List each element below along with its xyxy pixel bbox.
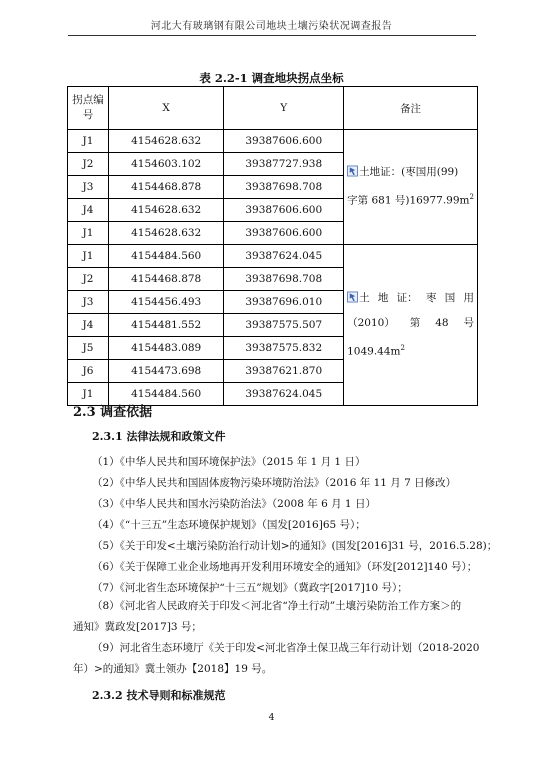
cell-y: 39387575.507 xyxy=(224,314,344,337)
cell-y: 39387624.045 xyxy=(224,245,344,268)
note-group2-seg: 48 xyxy=(435,316,449,329)
cell-x: 4154468.878 xyxy=(108,268,223,291)
note-group1-sup: 2 xyxy=(469,193,474,202)
cell-point-id: J1 xyxy=(68,245,109,268)
note-group1-line2 xyxy=(347,185,474,214)
note-group2-seg-text: 土 xyxy=(359,291,370,304)
list-item xyxy=(73,596,482,638)
table-row xyxy=(68,245,478,268)
cell-note-group2 xyxy=(344,245,478,406)
list-item: （5）《关于印发<土壤污染防治行动计划>的通知》(国发[2016]31 号，2016.5.28)； xyxy=(92,540,498,552)
cell-point-id: J1 xyxy=(68,222,109,245)
note-group2-line1 xyxy=(347,286,474,311)
cell-y: 39387727.938 xyxy=(224,153,344,176)
cell-point-id: J5 xyxy=(68,337,109,360)
list-item: （7）《河北省生态环境保护“十三五”规划》（冀政字[2017]10 号）； xyxy=(92,582,408,594)
list-item-line2: 通知》冀政发[2017]3 号； xyxy=(73,621,202,633)
section-heading: 2.3 调查依据 xyxy=(73,405,153,420)
note-group1-text2: 字第 681 号)16977.99m xyxy=(347,194,470,207)
note-group2-seg: （2010） xyxy=(347,316,395,329)
cell-y: 39387606.600 xyxy=(224,130,344,153)
table-row xyxy=(68,130,478,153)
list-item: （3）《中华人民共和国水污染防治法》（2008 年 6 月 1 日） xyxy=(92,498,376,510)
cell-point-id: J2 xyxy=(68,153,109,176)
page-header: 河北大有玻璃钢有限公司地块土壤污染状况调查报告 xyxy=(150,21,393,32)
cell-y: 39387698.708 xyxy=(224,176,344,199)
subsection-heading-standards: 2.3.2 技术导则和标准规范 xyxy=(92,689,226,702)
note-group2-seg: 第 xyxy=(409,316,421,329)
page-number: 4 xyxy=(268,712,275,723)
list-item xyxy=(73,638,482,680)
note-group2-seg: 号 xyxy=(463,316,474,329)
list-item: （2）《中华人民共和国固体废物污染环境防治法》（2016 年 11 月 7 日修改） xyxy=(92,477,457,489)
cell-point-id: J2 xyxy=(68,268,109,291)
header-point-line1: 拐点编 xyxy=(72,94,104,106)
cell-x: 4154484.560 xyxy=(108,383,223,406)
header-divider xyxy=(68,35,476,36)
cell-point-id: J1 xyxy=(68,130,109,153)
note-group2-seg: 国 xyxy=(444,291,456,304)
header-cell-x: X xyxy=(108,87,223,130)
cell-point-id: J4 xyxy=(68,314,109,337)
header-cell-point xyxy=(68,87,109,130)
cell-point-id: J4 xyxy=(68,199,109,222)
header-cell-note: 备注 xyxy=(344,87,478,130)
note-group2-line3 xyxy=(347,336,474,365)
note-group2-sup: 2 xyxy=(400,343,405,352)
cell-x: 4154468.878 xyxy=(108,176,223,199)
cell-point-id: J6 xyxy=(68,360,109,383)
list-item: （1）《中华人民共和国环境保护法》（2015 年 1 月 1 日） xyxy=(92,456,366,468)
cell-x: 4154628.632 xyxy=(108,199,223,222)
cell-y: 39387575.832 xyxy=(224,337,344,360)
cell-x: 4154481.552 xyxy=(108,314,223,337)
note-group2-seg: 证： xyxy=(396,291,418,304)
cell-point-id: J1 xyxy=(68,383,109,406)
cell-x: 4154628.632 xyxy=(108,222,223,245)
cell-y: 39387624.045 xyxy=(224,383,344,406)
cell-x: 4154473.698 xyxy=(108,360,223,383)
cell-y: 39387606.600 xyxy=(224,199,344,222)
cell-point-id: J3 xyxy=(68,291,109,314)
note-group1-line1 xyxy=(347,160,474,185)
note-group2-seg xyxy=(347,286,370,311)
table-caption: 表 2.2-1 调查地块拐点坐标 xyxy=(199,71,344,85)
list-item-line1: （8）《河北省人民政府关于印发＜河北省“净土行动”土壤污染防治工作方案＞的 xyxy=(92,600,462,612)
cell-x: 4154483.089 xyxy=(108,337,223,360)
list-item: （6）《关于保障工业企业场地再开发利用环境安全的通知》（环发[2012]140 号）； xyxy=(92,561,478,573)
note-group2-line2 xyxy=(347,311,474,336)
cell-y: 39387696.010 xyxy=(224,291,344,314)
coordinates-table xyxy=(67,86,478,406)
cell-y: 39387621.870 xyxy=(224,360,344,383)
note-group2-area: 1049.44m xyxy=(347,345,401,358)
cell-x: 4154628.632 xyxy=(108,130,223,153)
note-group2-seg: 枣 xyxy=(425,291,437,304)
cell-y: 39387606.600 xyxy=(224,222,344,245)
header-point-line2: 号 xyxy=(82,109,94,121)
header-cell-y: Y xyxy=(224,87,344,130)
list-item-line2: 年）>的通知》冀土领办【2018】19 号。 xyxy=(73,663,273,675)
cell-point-id: J3 xyxy=(68,176,109,199)
note-group2-seg: 用 xyxy=(463,291,474,304)
table-header-row xyxy=(68,87,478,130)
cell-x: 4154484.560 xyxy=(108,245,223,268)
pin-icon xyxy=(347,165,358,177)
cell-x: 4154456.493 xyxy=(108,291,223,314)
cell-note-group1 xyxy=(344,130,478,245)
cell-x: 4154603.102 xyxy=(108,153,223,176)
list-item-line1: （9）河北省生态环境厅《关于印发<河北省净土保卫战三年行动计划（2018-2020 xyxy=(92,642,480,654)
note-group2-seg: 地 xyxy=(377,291,389,304)
note-group1-text1: 土地证：(枣国用(99) xyxy=(359,166,459,179)
cell-y: 39387698.708 xyxy=(224,268,344,291)
pin-icon xyxy=(347,291,358,303)
list-item: （4）《“十三五”生态环境保护规划》（国发[2016]65 号）； xyxy=(92,519,366,531)
subsection-heading-laws: 2.3.1 法律法规和政策文件 xyxy=(92,430,226,443)
